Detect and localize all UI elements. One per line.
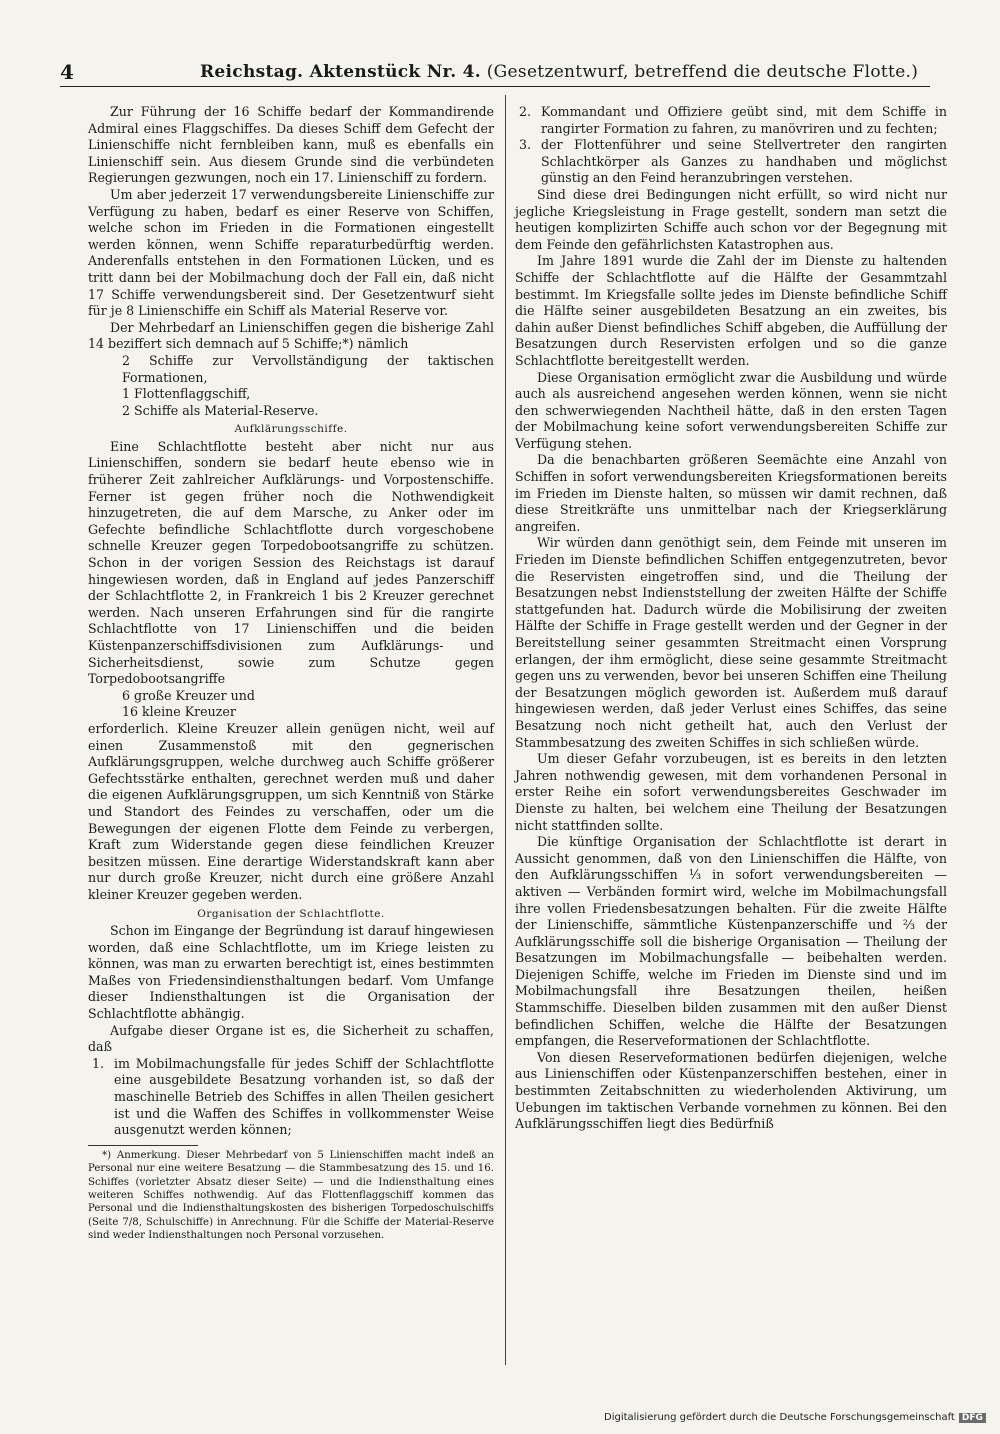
paragraph: Um dieser Gefahr vorzubeugen, ist es bereits in den letzten Jahren nothwendig gewesen, mit dem vorhandenen Personal in erster Reihe ein sofort verwendungsbereites Geschwader im Dienste zu halten, bei welchem eine Theilung der Besatzungen nicht stattfinden sollte.	[515, 751, 947, 833]
section-heading: Aufklärungsschiffe.	[234, 423, 348, 436]
paragraph: Sind diese drei Bedingungen nicht erfüllt, so wird nicht nur jegliche Kriegsleistung in Frage gestellt, sondern man setzt die heutigen komplizirten Schiffe auch schon vor der Begegnung mit dem Feinde den gefährlichsten Katastrophen aus.	[515, 186, 947, 252]
section-heading: Organisation der Schlachtflotte.	[197, 907, 385, 920]
item-text: im Mobilmachungsfalle für jedes Schiff der Schlachtflotte eine ausgebildete Besatzung vorhanden ist, so daß der maschinelle Betrieb des Schiffes in allen Theilen gesichert ist und die Waffen des Schiffes in vollkommenster Weise ausgenutzt werden können;	[114, 1055, 494, 1138]
paragraph: Zur Führung der 16 Schiffe bedarf der Kommandirende Admiral eines Flaggschiffes. Da dieses Schiff dem Gefecht der Linienschiffe nicht fernbleiben kann, muß es ebenfalls ein Linienschiff sein. Aus diesem Grunde sind die verbündeten Regierungen gezwungen, noch ein 17. Linienschiff zu fordern.	[88, 104, 494, 186]
numbered-item	[515, 104, 947, 137]
item-number: 2.	[519, 104, 532, 119]
list-kreuzer	[88, 688, 494, 721]
running-head-subtitle: (Gesetzentwurf, betreffend die deutsche Flotte.)	[486, 62, 919, 82]
page-header	[60, 60, 930, 87]
page-number: 4	[60, 60, 74, 84]
item-text: der Flottenführer und seine Stellvertreter den rangirten Schlachtkörper als Ganzes zu handhaben und möglichst günstig an den Feind heranzubringen verstehen.	[541, 137, 947, 186]
paragraph: Um aber jederzeit 17 verwendungsbereite Linienschiffe zur Verfügung zu haben, bedarf es einer Reserve von Schiffen, welche schon im Frieden in die Formationen eingestellt werden können, wenn Schiffe reparaturbedürftig werden. Anderenfalls entstehen in den Formationen Lücken, und es tritt dann bei der Mobilmachung doch der Fall ein, daß nicht 17 Schiffe verwendungsbereit sind. Der Gesetzentwurf sieht für je 8 Linienschiffe ein Schiff als Material Reserve vor.	[88, 186, 494, 319]
paragraph: erforderlich. Kleine Kreuzer allein genügen nicht, weil auf einen Zusammenstoß mit den gegnerischen Aufklärungsgruppen, welche durchweg auch Schiffe größerer Gefechtsstärke enthalten, gerechnet werden muß und daher die eigenen Aufklärungsgruppen, um sich Kenntniß von Stärke und Standort des Feindes zu verschaffen, oder um die Bewegungen der eigenen Flotte dem Feinde zu verbergen, Kraft zum Widerstande gegen diese feindlichen Kreuzer besitzen müssen. Eine derartige Widerstandskraft kann aber nur durch große Kreuzer, nicht durch eine größere Anzahl kleiner Kreuzer gegeben werden.	[88, 720, 494, 902]
running-head-title: Reichstag. Aktenstück Nr. 4.	[200, 62, 482, 82]
paragraph: Schon im Eingange der Begründung ist darauf hingewiesen worden, daß eine Schlachtflotte, um im Kriege leisten zu können, was man zu erwarten berechtigt ist, eines bestimmten Maßes von Friedensindiensthaltungen bedarf. Vom Umfange dieser Indiensthaltungen ist die Organisation der Schlachtflotte abhängig.	[88, 923, 494, 1022]
paragraph: Eine Schlachtflotte besteht aber nicht nur aus Linienschiffen, sondern sie bedarf heute ebenso wie in früherer Zeit zahlreicher Aufklärungs- und Vorpostenschiffe. Ferner ist gegen früher noch die Nothwendigkeit hinzugetreten, die auf dem Marsche, zu Anker oder im Gefechte befindliche Schlachtflotte durch vorgeschobene schnelle Kreuzer gegen Torpedobootsangriffe zu schützen. Schon in der vorigen Session des Reichstags ist darauf hingewiesen worden, daß in England auf jedes Panzerschiff der Schlachtflotte 2, in Frankreich 1 bis 2 Kreuzer gerechnet werden. Nach unseren Erfahrungen sind für die rangirte Schlachtflotte von 17 Linienschiffen und die beiden Küstenpanzerschiffsdivisionen zum Aufklärungs- und Sicherheitsdienst, sowie zum Schutze gegen Torpedobootsangriffe	[88, 438, 494, 687]
footnote-rule	[88, 1145, 198, 1146]
paragraph: Da die benachbarten größeren Seemächte eine Anzahl von Schiffen in sofort verwendungsbereiten Kriegsformationen bereits im Frieden im Dienste halten, so müssen wir damit rechnen, daß diese Streitkräfte uns unmittelbar nach der Kriegserklärung angreifen.	[515, 452, 947, 534]
item-text: Kommandant und Offiziere geübt sind, mit dem Schiffe in rangirter Formation zu fahren, zu manövriren und zu fechten;	[541, 104, 947, 136]
numbered-item	[515, 137, 947, 187]
numbered-item	[88, 1056, 494, 1139]
footnote: *) Anmerkung. Dieser Mehrbedarf von 5 Linienschiffen macht indeß an Personal nur eine weitere Besatzung — die Stammbesatzung des 15. und 16. Schiffes (vorletzter Absatz dieser Seite) — und die Indiensthaltung eines weiteren Schiffes nothwendig. Auf das Flottenflaggschiff kommen das Personal und die Indiensthaltungskosten des bisherigen Torpedoschulschiffs (Seite 7/8, Schulschiffe) in Anrechnung. Für die Schiffe der Material-Reserve sind weder Indiensthaltungen noch Personal vorzusehen.	[88, 1149, 494, 1242]
running-head	[200, 62, 918, 82]
digitization-credit	[604, 1412, 994, 1423]
paragraph: Aufgabe dieser Organe ist es, die Sicherheit zu schaffen, daß	[88, 1022, 494, 1055]
paragraph: Diese Organisation ermöglicht zwar die Ausbildung und würde auch als ausreichend angesehen werden können, wenn sie nicht den schwerwiegenden Nachtheil hätte, daß in den ersten Tagen der Mobilmachung keine sofort verwendungsbereiten Schiffe zur Verfügung stehen.	[515, 369, 947, 451]
item-number: 1.	[92, 1055, 105, 1071]
list-item: 1 Flottenflaggschiff,	[122, 386, 251, 402]
list-linienschiffe	[88, 353, 494, 419]
right-column	[515, 104, 947, 1133]
item-number: 3.	[519, 137, 532, 153]
left-column	[88, 104, 494, 1243]
dfg-logo: DFG	[959, 1413, 986, 1423]
paragraph: Der Mehrbedarf an Linienschiffen gegen die bisherige Zahl 14 beziffert sich demnach auf 5 Schiffe;*) nämlich	[88, 319, 494, 352]
list-item: 2 Schiffe zur Vervollständigung der taktischen Formationen,	[122, 352, 494, 385]
credit-text: Digitalisierung gefördert durch die Deutsche Forschungsgemeinschaft	[604, 1412, 955, 1423]
list-item: 16 kleine Kreuzer	[122, 704, 236, 720]
list-item: 2 Schiffe als Material-Reserve.	[122, 402, 319, 418]
paragraph: Von diesen Reserveformationen bedürfen diejenigen, welche aus Linienschiffen oder Küstenpanzerschiffen bestehen, einer in bestimmten Zeitabschnitten zu wiederholenden Aktivirung, um Uebungen im taktischen Verbande vornehmen zu können. Bei den Aufklärungsschiffen liegt dies Bedürfniß	[515, 1049, 947, 1132]
paragraph: Im Jahre 1891 wurde die Zahl der im Dienste zu haltenden Schiffe der Schlachtflotte auf die Hälfte der Gesammtzahl bestimmt. Im Kriegsfalle sollte jedes im Dienste befindliche Schiff die Hälfte seiner ausgebildeten Besatzung an ein zweites, bis dahin außer Dienst befindliches Schiff abgeben, die Auffüllung der Besatzungen durch Reservisten erfolgen und so die ganze Schlachtflotte bereitgestellt werden.	[515, 253, 947, 368]
paragraph: Die künftige Organisation der Schlachtflotte ist derart in Aussicht genommen, daß von den Linienschiffen die Hälfte, von den Aufklärungsschiffen ⅓ in sofort verwendungsbereiten — aktiven — Verbänden formirt wird, welche im Mobilmachungsfall ihre vollen Friedensbesatzungen behalten. Für die zweite Hälfte der Linienschiffe, sämmtliche Küstenpanzerschiffe und ⅔ der Aufklärungsschiffe soll die bisherige Organisation — Theilung der Besatzungen im Mobilmachungsfalle — beibehalten werden. Diejenigen Schiffe, welche im Frieden im Dienste sind und im Mobilmachungsfall ihre Besatzungen theilen, heißen Stammschiffe. Dieselben bilden zusammen mit den außer Dienst befindlichen Schiffen, welche die Hälfte der Besatzungen empfangen, die Reserveformationen der Schlachtflotte.	[515, 834, 947, 1049]
column-divider	[505, 95, 506, 1365]
list-item: 6 große Kreuzer und	[122, 687, 255, 703]
paragraph: Wir würden dann genöthigt sein, dem Feinde mit unseren im Frieden im Dienste befindlichen Schiffen entgegenzutreten, bevor die Reservisten eingetroffen sind, und die Theilung der Besatzungen nebst Indienststellung der zweiten Hälfte der Schiffe stattgefunden hat. Dadurch würde die Mobilisirung der zweiten Hälfte der Schiffe in Frage gestellt werden und der Gegner in der Bereitstellung seiner gesammten Streitmacht einen Vorsprung erlangen, der ihm ermöglicht, diese seine gesammte Streitmacht gegen uns zu verwenden, bevor bei unseren Schiffen eine Theilung der Besatzungen möglich geworden ist. Außerdem muß darauf hingewiesen werden, daß jeder Verlust eines Schiffes, das seine Besatzung noch nicht getheilt hat, auch den Verlust der Stammbesatzung des zweiten Schiffes in sich schließen würde.	[515, 535, 947, 750]
